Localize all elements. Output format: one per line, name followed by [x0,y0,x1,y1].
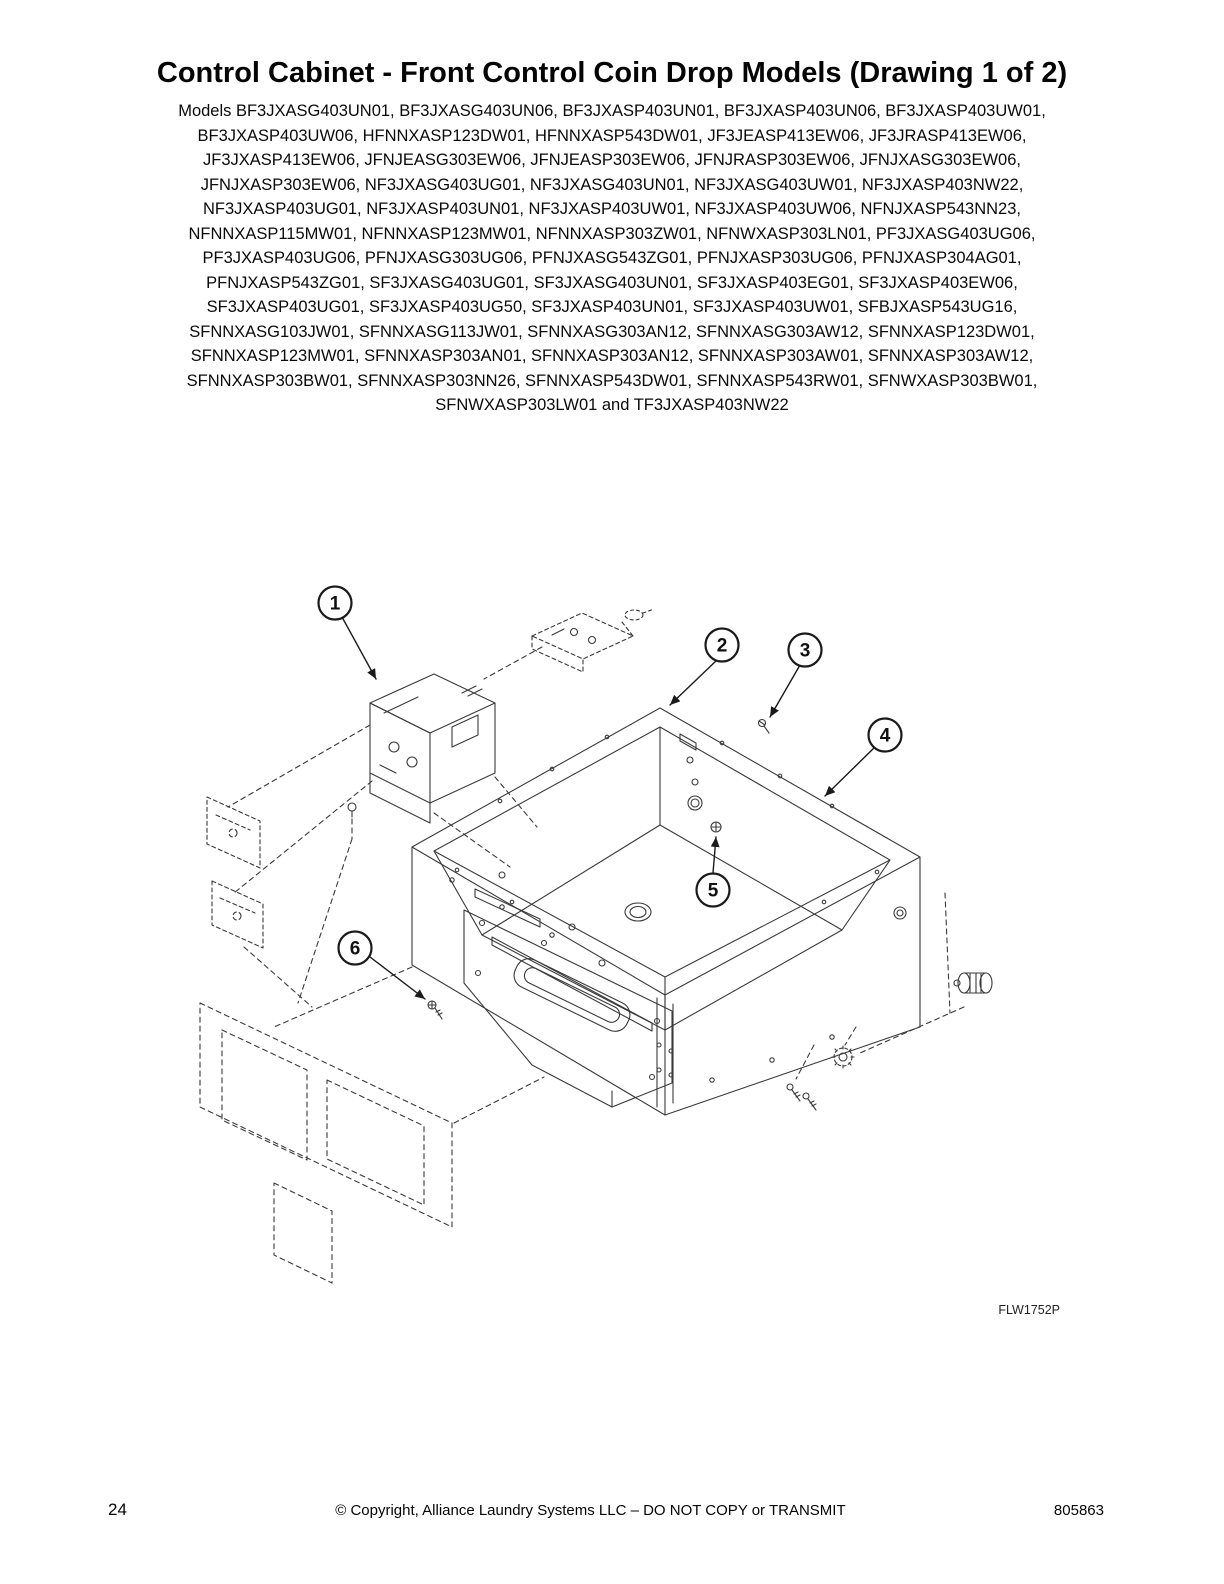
callout-1 [319,587,377,680]
page-number: 24 [108,1500,127,1519]
model-list-line: NFNNXASP115MW01, NFNNXASP123MW01, NFNNXASP303ZW01, NFNWXASP303LN01, PF3JXASG403UG06, [188,224,1036,243]
lock-cylinder-part [954,973,992,993]
page-footer [108,1500,1104,1520]
mounting-screws-part [787,1084,816,1110]
exploded-view-art [112,575,1112,1355]
callout-5 [697,837,730,907]
copyright-notice: © Copyright, Alliance Laundry Systems LLC – DO NOT COPY or TRANSMIT [335,1502,846,1519]
model-list-line: BF3JXASP403UW06, HFNNXASP123DW01, HFNNXASP543DW01, JF3JEASP413EW06, JF3JRASP413EW06, [197,126,1027,145]
callouts [319,587,902,1000]
control-mounting-bracket [348,674,495,823]
svg-text:3: 3 [799,640,811,662]
page-title: Control Cabinet - Front Control Coin Drop Models (Drawing 1 of 2) [156,57,1068,89]
bolt-item5 [711,822,721,832]
model-list-line: PFNJXASP543ZG01, SF3JXASG403UG01, SF3JXASG403UN01, SF3JXASP403EG01, SF3JXASP403EW06, [206,273,1018,292]
screw-item6 [428,1001,442,1019]
model-list-line: SFNNXASG103JW01, SFNNXASG113JW01, SFNNXASG303AN12, SFNNXASG303AW12, SFNNXASP123DW01, [189,322,1035,341]
coin-vault-panel [464,910,672,1107]
svg-text:6: 6 [349,938,361,960]
model-list-line: Models BF3JXASG403UN01, BF3JXASG403UN06, BF3JXASP403UN01, BF3JXASP403UN06, BF3JXASP403UW01, [178,102,1046,120]
model-list-line: NF3JXASP403UG01, NF3JXASP403UN01, NF3JXASP403UW01, NF3JXASP403UW06, NFNJXASP543NN23, [202,200,1021,218]
exploded-view-diagram [112,575,1112,1355]
model-list-line: SFNNXASP303BW01, SFNNXASP303NN26, SFNNXASP543DW01, SFNNXASP543RW01, SFNWXASP303BW01, [186,371,1038,390]
model-list [0,99,1224,418]
assembly-alignment-lines [228,647,964,1123]
model-list-line: SFNWXASP303LW01 and TF3JXASP403NW22 [435,396,789,414]
document-number: 805863 [1053,1502,1104,1519]
model-list-line: SFNNXASP123MW01, SFNNXASP303AN01, SFNNXASP303AN12, SFNNXASP303AW01, SFNNXASP303AW12, [190,347,1034,365]
svg-text:1: 1 [329,593,341,615]
knurled-nut-part [832,1046,854,1068]
model-list-line: PF3JXASP403UG06, PFNJXASG303UG06, PFNJXASG543ZG01, PFNJXASP303UG06, PFNJXASP304AG01, [202,249,1022,267]
coin-switch-assembly [532,609,654,672]
svg-text:5: 5 [707,880,719,902]
figure-code: FLW1752P [998,1303,1060,1317]
callout-2 [670,629,739,706]
callout-4 [825,719,902,797]
model-list-line: JFNJXASP303EW06, NF3JXASG403UG01, NF3JXASG403UN01, NF3JXASG403UW01, NF3JXASP403NW22, [200,175,1024,194]
model-list-line: JF3JXASP413EW06, JFNJEASG303EW06, JFNJEASP303EW06, JFNJRASP303EW06, JFNJXASG303EW06, [203,151,1021,169]
model-list-line: SF3JXASP403UG01, SF3JXASP403UG50, SF3JXASP403UN01, SF3JXASP403UW01, SFBJXASP543UG16, [206,298,1018,316]
callout-3 [770,634,822,718]
phantom-front-frame [200,1003,452,1283]
svg-text:2: 2 [716,635,728,657]
screw-item3 [759,720,770,734]
phantom-side-panels [207,797,263,948]
cabinet-shell [412,708,920,1115]
svg-text:4: 4 [879,725,891,747]
